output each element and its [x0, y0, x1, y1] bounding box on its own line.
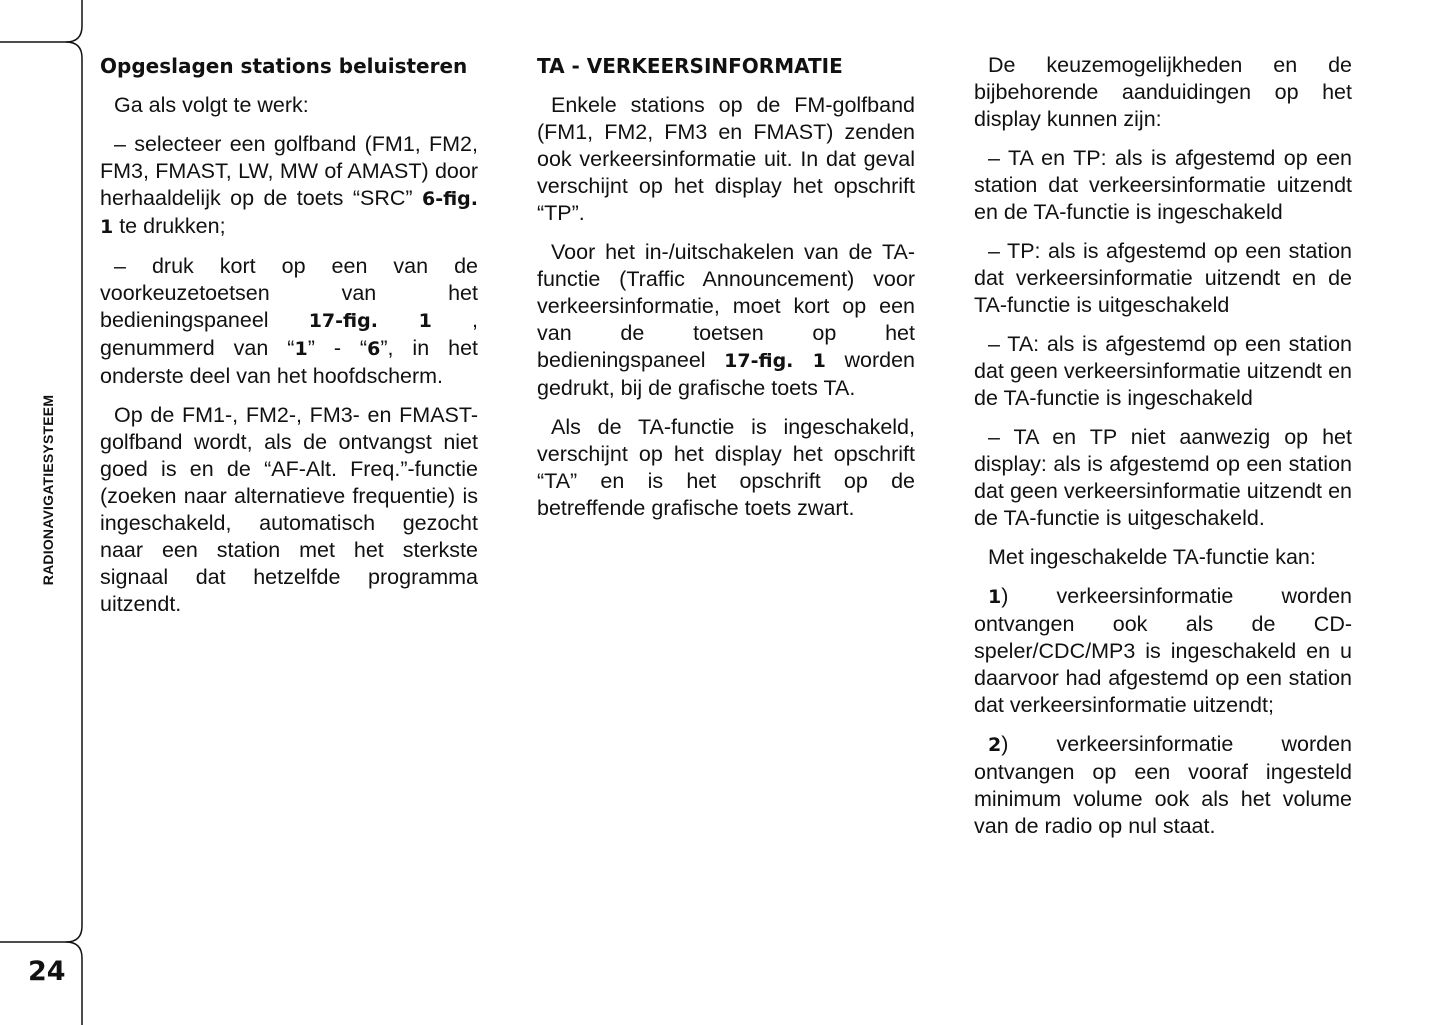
preset-number: 1 [294, 338, 308, 360]
text: ) verkeersinformatie worden ontvangen op een vooraf ingesteld minimum volume ook als het volume van de radio op nul staat. [974, 732, 1352, 838]
text: ” - “ [307, 336, 368, 360]
heading-opgeslagen-stations: Opgeslagen stations beluisteren [100, 54, 468, 78]
text: – selecteer een golfband (FM1, FM2, FM3, FMAST, LW, MW of AMAST) door herhaaldelijk op de toets “SRC” [100, 132, 478, 210]
item-number: 1 [988, 586, 1002, 608]
paragraph: Met ingeschakelde TA-functie kan: [988, 545, 1316, 569]
paragraph: Als de TA-functie is ingeschakeld, verschijnt op het display het opschrift “TA” en is het opschrift op de betreffende grafische toets zwart. [537, 415, 915, 520]
text: , genummerd van “ [100, 308, 478, 360]
text: ”, in het onderste deel van het hoofdscherm. [100, 336, 478, 388]
paragraph: Op de FM1-, FM2-, FM3- en FMAST-golfband wordt, als de ontvangst niet goed is en de “AF-Alt. Freq.”-functie (zoeken naar alternatieve frequentie) is ingeschakeld, automatisch gezocht naar een station met het sterkste signaal dat hetzelfde programma uitzendt. [100, 403, 478, 616]
paragraph: – TA en TP niet aanwezig op het display: als is afgestemd op een station dat geen verkeersinformatie uitzendt en de TA-functie is uitgeschakeld. [974, 425, 1352, 530]
figure-reference: 17-fig. 1 [724, 350, 826, 372]
paragraph: – TA en TP: als is afgestemd op een station dat verkeersinformatie uitzendt en de TA-functie is ingeschakeld [974, 146, 1352, 224]
paragraph: – TA: als is afgestemd op een station dat geen verkeersinformatie uitzendt en de TA-functie is ingeschakeld [974, 332, 1352, 410]
list-item [974, 583, 1352, 719]
section-title-vertical: RADIONAVIGATIESYSTEEM [40, 394, 56, 586]
column-1 [100, 52, 478, 630]
preset-number: 6 [367, 338, 381, 360]
paragraph: Ga als volgt te werk: [114, 93, 309, 117]
column-3 [974, 52, 1352, 852]
column-2 [537, 52, 915, 534]
item-number: 2 [988, 734, 1002, 756]
page-number: 24 [28, 956, 66, 987]
paragraph [537, 239, 915, 402]
text: – druk kort op een van de voorkeuzetoetsen van het bedieningspaneel [100, 254, 478, 332]
figure-reference: 6-fig. 1 [100, 188, 478, 238]
text: te drukken; [113, 214, 226, 238]
list-item [974, 731, 1352, 840]
paragraph [100, 253, 478, 390]
paragraph: Enkele stations op de FM-golfband (FM1, FM2, FM3 en FMAST) zenden ook verkeersinformatie uit. In dat geval verschijnt op het display het opschrift “TP”. [537, 93, 915, 225]
paragraph: – TP: als is afgestemd op een station dat verkeersinformatie uitzendt en de TA-functie is uitgeschakeld [974, 239, 1352, 317]
paragraph: De keuzemogelijkheden en de bijbehorende aanduidingen op het display kunnen zijn: [974, 53, 1352, 131]
figure-reference: 17-fig. 1 [308, 310, 432, 332]
text: Voor het in-/uitschakelen van de TA-functie (Traffic Announcement) voor verkeersinformatie, moet kort op een van de toetsen op het bedieningspaneel [537, 240, 915, 372]
paragraph [100, 131, 478, 241]
text: ) verkeersinformatie worden ontvangen ook als de CD-speler/CDC/MP3 is ingeschakeld en u daarvoor had afgestemd op een station dat verkeersinformatie uitzendt; [974, 584, 1352, 717]
heading-ta-verkeersinformatie: TA - VERKEERSINFORMATIE [537, 54, 843, 78]
text: worden gedrukt, bij de grafische toets TA. [537, 348, 915, 400]
